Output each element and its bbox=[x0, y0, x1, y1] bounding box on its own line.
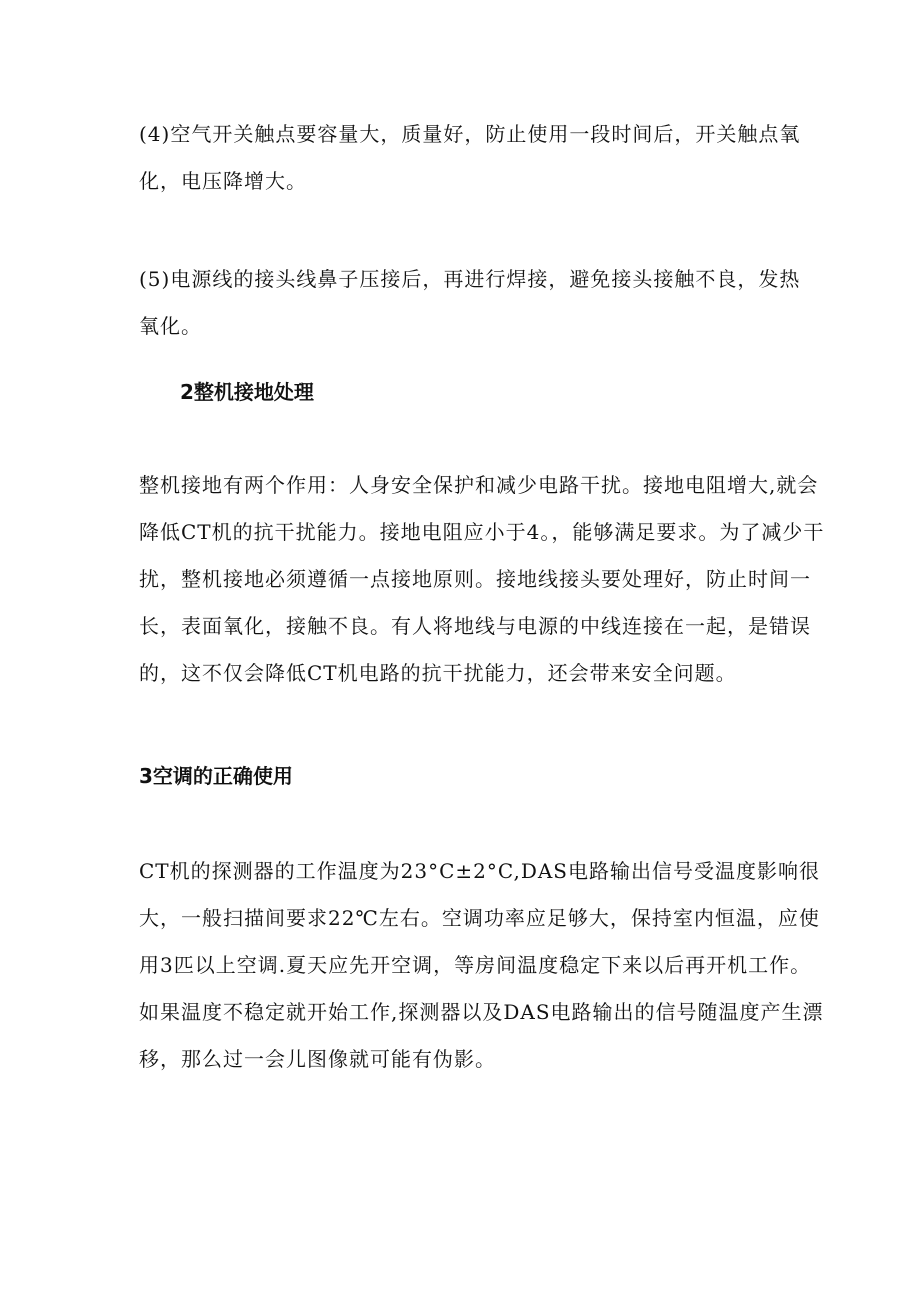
text-line: 如果温度不稳定就开始工作,探测器以及DAS电路输出的信号随温度产生漂 bbox=[139, 1000, 824, 1024]
paragraph-air-conditioning bbox=[139, 848, 824, 1083]
text-line: 的，这不仅会降低CT机电路的抗干扰能力，还会带来安全问题。 bbox=[139, 661, 737, 685]
text-line: 用3匹以上空调.夏天应先开空调，等房间温度稳定下来以后再开机工作。 bbox=[139, 953, 812, 977]
text-line: 扰，整机接地必须遵循一点接地原则。接地线接头要处理好，防止时间一 bbox=[139, 567, 811, 591]
paragraph-item-4 bbox=[139, 111, 801, 205]
text-line: 长，表面氧化，接触不良。有人将地线与电源的中线连接在一起，是错误 bbox=[139, 614, 811, 638]
section-heading-grounding: 2整机接地处理 bbox=[180, 380, 314, 404]
text-line: (5)电源线的接头线鼻子压接后，再进行焊接，避免接头接触不良，发热 bbox=[139, 267, 801, 291]
text-line: 降低CT机的抗干扰能力。接地电阻应小于4。，能够满足要求。为了减少干 bbox=[139, 520, 825, 544]
text-line: (4)空气开关触点要容量大，质量好，防止使用一段时间后，开关触点氧 bbox=[139, 122, 801, 146]
paragraph-item-5 bbox=[139, 256, 801, 350]
text-line: 化，电压降增大。 bbox=[139, 169, 307, 193]
text-line: 大，一般扫描间要求22℃左右。空调功率应足够大，保持室内恒温，应使 bbox=[139, 906, 820, 930]
section-heading-air-conditioning: 3空调的正确使用 bbox=[139, 764, 293, 788]
text-line: 移，那么过一会儿图像就可能有伪影。 bbox=[139, 1047, 496, 1071]
paragraph-grounding bbox=[139, 462, 825, 697]
text-line: 整机接地有两个作用：人身安全保护和减少电路干扰。接地电阻增大,就会 bbox=[139, 473, 819, 497]
text-line: 氧化。 bbox=[139, 314, 202, 338]
text-line: CT机的探测器的工作温度为23°C±2°C,DAS电路输出信号受温度影响很 bbox=[139, 859, 821, 883]
